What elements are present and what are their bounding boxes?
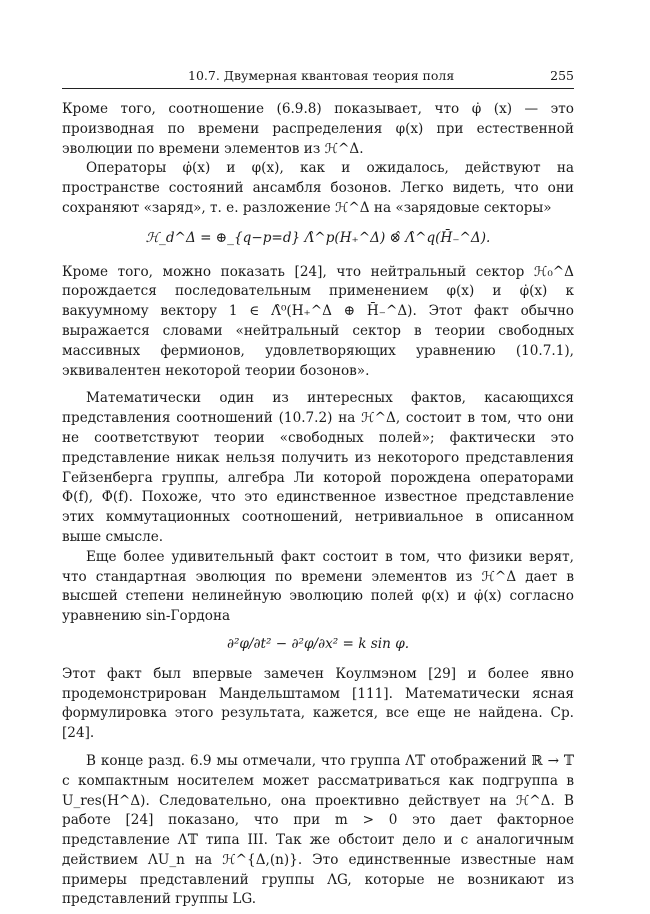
running-header bbox=[62, 66, 574, 89]
paragraph: Еще более удивительный факт состоит в том, что физики верят, что стандартная эволюция по времени элементов из ℋ^Δ дает в высшей степени нелинейную эволюцию полей φ(x) и φ̇(x) согласно уравнению sin-Гордона bbox=[62, 548, 574, 625]
paragraph: Операторы φ̇(x) и φ(x), как и ожидалось, действуют на пространстве состояний ансамбля бозонов. Легко видеть, что они сохраняют «заряд», т. е. разложение ℋ^Δ на «зарядовые секторы» bbox=[62, 160, 574, 216]
section-title: 10.7. Двумерная квантовая теория поля bbox=[188, 68, 455, 83]
page-number: 255 bbox=[550, 68, 574, 83]
paragraph: Математически один из интересных фактов, касающихся представления соотношений (10.7.2) на ℋ^Δ, состоит в том, что они не соответствуют теории «свободных полей»; фактически это представление никак нельзя получить из некоторого представления Гейзенберга группы, алгебра Ли которой порождена операторами Φ(f), Φ̇(f). Похоже, что это единственное известное представление этих коммутационных соотношений, нетривиальное в описанном выше смысле. bbox=[62, 390, 574, 545]
formula-sine-gordon: ∂²φ/∂t² − ∂²φ/∂x² = k sin φ. bbox=[226, 635, 410, 652]
formula-sector-decomposition: ℋ_d^Δ = ⊕_{q−p=d} Λ̂^p(H₊^Δ) ⊗̂ Λ̂^q(H̄₋^Δ). bbox=[145, 229, 491, 246]
paragraph: Кроме того, соотношение (6.9.8) показывает, что φ̇ (x) — это производная по времени распределения φ(x) при естественной эволюции по времени элементов из ℋ^Δ. bbox=[62, 101, 574, 157]
paragraph: В конце разд. 6.9 мы отмечали, что группа Λ𝕋 отображений ℝ → 𝕋 с компактным носителем может рассматриваться как подгруппа в U_res(H^Δ). Следовательно, она проективно действует на ℋ^Δ. В работе [24] показано, что при m > 0 это дает факторное представление Λ𝕋 типа III. Так же обстоит дело и с аналогичным действием ΛU_n на ℋ^{Δ,(n)}. Это единственные известные нам примеры представлений группы ΛG, которые не возникают из представлений группы LG. bbox=[62, 752, 574, 908]
paragraph: Кроме того, можно показать [24], что нейтральный сектор ℋ₀^Δ порождается последовательным применением φ(x) и φ̇(x) к вакуумному вектору 1 ∈ Λ̂⁰(H₊^Δ ⊕ H̄₋^Δ). Этот факт обычно выражается словами «нейтральный сектор в теории свободных массивных фермионов, удовлетворяющих уравнению (10.7.1), эквивалентен некоторой теории бозонов». bbox=[62, 263, 574, 379]
body-text bbox=[62, 100, 574, 910]
paragraph: Этот факт был впервые замечен Коулмэном [29] и более явно продемонстрирован Мандельштамом [111]. Математически ясная формулировка этого результата, кажется, все еще не найдена. Ср. [24]. bbox=[62, 665, 574, 742]
